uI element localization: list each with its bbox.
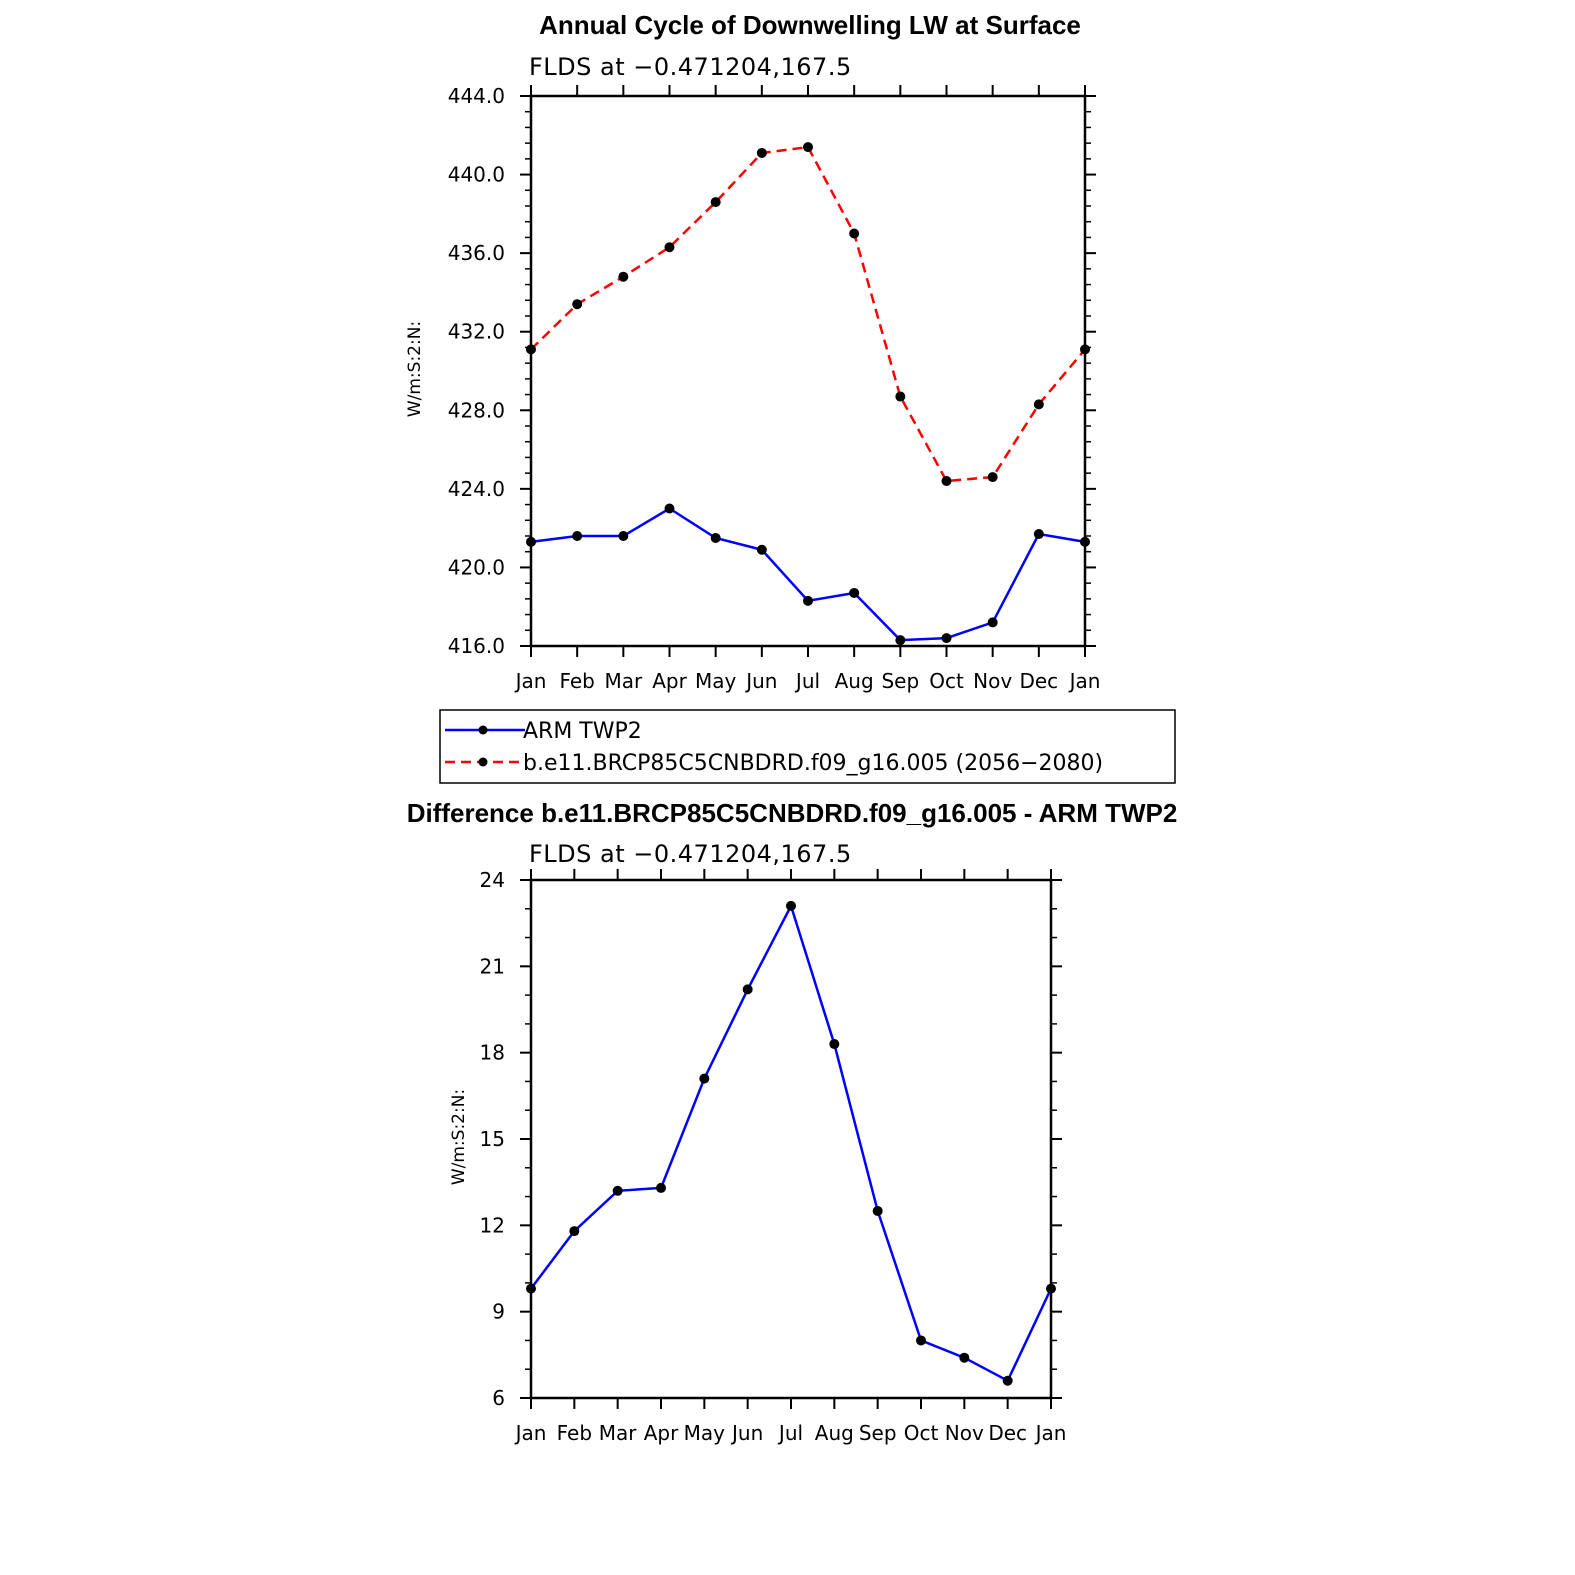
data-point xyxy=(786,901,796,911)
data-point xyxy=(1080,537,1090,547)
data-point xyxy=(572,299,582,309)
difference-chart xyxy=(407,798,1178,1445)
series-layer xyxy=(526,142,1090,645)
y-tick-label: 444.0 xyxy=(447,84,505,108)
data-point xyxy=(988,617,998,627)
x-tick-label: Jul xyxy=(795,669,821,693)
x-tick-label: Nov xyxy=(973,669,1013,693)
data-point xyxy=(803,596,813,606)
y-tick-label: 416.0 xyxy=(447,634,505,658)
chart-title: Difference b.e11.BRCP85C5CNBDRD.f09_g16.005 - ARM TWP2 xyxy=(406,798,1178,828)
y-tick-label: 6 xyxy=(492,1386,505,1410)
data-point xyxy=(873,1206,883,1216)
x-tick-label: Jan xyxy=(515,1421,547,1445)
y-axis-label: W/m:S:2:N: xyxy=(449,1088,469,1186)
y-tick-label: 18 xyxy=(479,1040,505,1065)
chart-subtitle: FLDS at −0.471204,167.5 xyxy=(529,840,852,868)
data-point xyxy=(618,272,628,282)
legend-label-arm: ARM TWP2 xyxy=(523,719,642,744)
x-tick-label: Feb xyxy=(559,669,595,693)
data-point xyxy=(757,545,767,555)
data-point xyxy=(569,1226,579,1236)
series-line-0 xyxy=(531,509,1085,641)
data-point xyxy=(988,472,998,482)
series-layer xyxy=(526,901,1056,1386)
legend xyxy=(440,710,1175,783)
x-tick-label: Jul xyxy=(778,1421,804,1445)
legend-marker-arm xyxy=(479,726,488,735)
y-tick-label: 420.0 xyxy=(447,555,505,580)
legend-marker-model xyxy=(479,758,488,767)
x-tick-label: Mar xyxy=(604,669,643,693)
x-tick-label: Apr xyxy=(652,669,687,693)
y-tick-label: 9 xyxy=(492,1299,505,1324)
x-tick-label: Dec xyxy=(988,1421,1028,1445)
x-tick-label: Jan xyxy=(1069,669,1101,693)
data-point xyxy=(743,984,753,994)
data-point xyxy=(526,1284,536,1294)
x-tick-label: Aug xyxy=(834,669,874,693)
data-point xyxy=(526,537,536,547)
x-tick-label: Dec xyxy=(1019,669,1059,693)
data-point xyxy=(942,633,952,643)
chart-subtitle: FLDS at −0.471204,167.5 xyxy=(529,53,852,81)
y-tick-label: 432.0 xyxy=(447,319,505,344)
data-point xyxy=(711,197,721,207)
annual-cycle-chart xyxy=(405,10,1100,693)
data-point xyxy=(803,142,813,152)
data-point xyxy=(1046,1284,1056,1294)
y-tick-label: 21 xyxy=(479,954,505,979)
data-point xyxy=(757,148,767,158)
y-tick-label: 424.0 xyxy=(447,476,505,501)
data-point xyxy=(829,1039,839,1049)
y-tick-label: 12 xyxy=(479,1213,505,1238)
x-tick-label: Sep xyxy=(858,1421,897,1445)
axes xyxy=(480,868,1067,1445)
data-point xyxy=(849,588,859,598)
data-point xyxy=(1034,529,1044,539)
data-point xyxy=(699,1074,709,1084)
plot-frame xyxy=(531,96,1085,646)
x-tick-label: May xyxy=(694,669,737,693)
x-tick-label: Apr xyxy=(643,1421,679,1445)
x-tick-label: Jan xyxy=(515,669,547,693)
data-point xyxy=(1034,399,1044,409)
x-tick-label: Feb xyxy=(556,1421,593,1445)
x-tick-label: Jun xyxy=(746,669,778,693)
x-tick-label: Oct xyxy=(903,1421,939,1445)
x-tick-label: Mar xyxy=(598,1421,637,1445)
y-axis-label: W/m:S:2:N: xyxy=(405,320,425,418)
data-point xyxy=(1003,1376,1013,1386)
y-tick-label: 436.0 xyxy=(447,241,505,266)
data-point xyxy=(895,635,905,645)
data-point xyxy=(916,1335,926,1345)
x-tick-label: Nov xyxy=(944,1421,984,1445)
y-tick-label: 15 xyxy=(479,1127,505,1151)
data-point xyxy=(895,392,905,402)
data-point xyxy=(665,242,675,252)
x-tick-label: Jun xyxy=(732,1421,764,1445)
data-point xyxy=(618,531,628,541)
y-tick-label: 428.0 xyxy=(447,398,505,423)
chart-title: Annual Cycle of Downwelling LW at Surface xyxy=(539,10,1081,40)
data-point xyxy=(656,1183,666,1193)
x-tick-label: Oct xyxy=(929,669,964,693)
data-point xyxy=(613,1186,623,1196)
x-tick-label: May xyxy=(683,1421,726,1445)
data-point xyxy=(942,476,952,486)
data-point xyxy=(572,531,582,541)
data-point xyxy=(526,344,536,354)
data-point xyxy=(959,1353,969,1363)
data-point xyxy=(849,229,859,239)
x-tick-label: Jan xyxy=(1035,1421,1067,1445)
plot-frame xyxy=(531,880,1051,1398)
y-tick-label: 440.0 xyxy=(447,162,505,187)
x-tick-label: Sep xyxy=(881,669,920,693)
x-tick-label: Aug xyxy=(814,1421,854,1445)
legend-label-model: b.e11.BRCP85C5CNBDRD.f09_g16.005 (2056−2080) xyxy=(523,751,1104,776)
data-point xyxy=(1080,344,1090,354)
series-line-0 xyxy=(531,906,1051,1381)
data-point xyxy=(665,504,675,514)
y-tick-label: 24 xyxy=(479,868,505,892)
series-line-1 xyxy=(531,147,1085,481)
data-point xyxy=(711,533,721,543)
